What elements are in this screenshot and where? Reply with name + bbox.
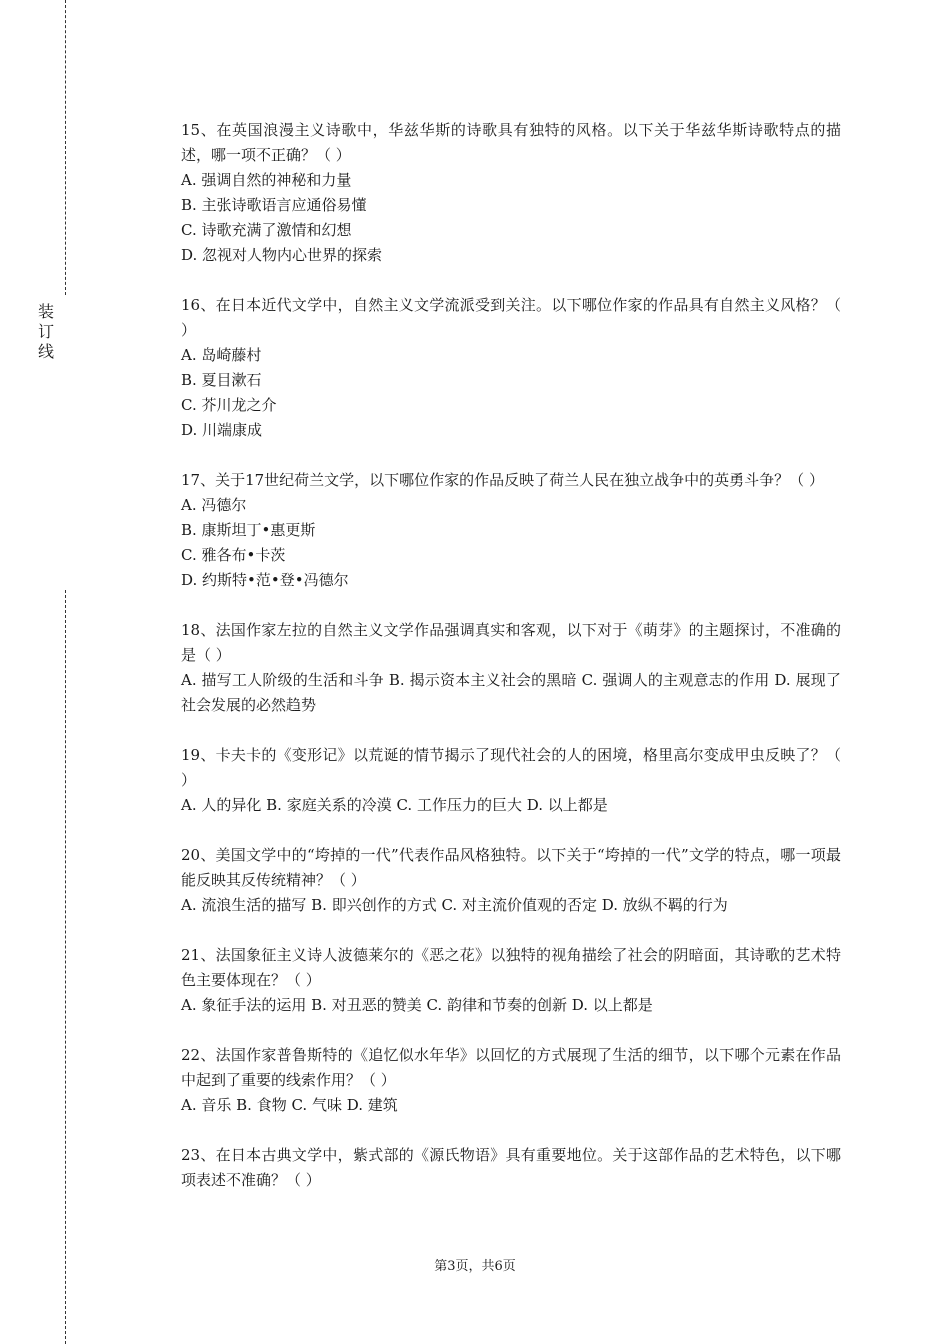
question-stem: 23、在日本古典文学中，紫式部的《源氏物语》具有重要地位。关于这部作品的艺术特色，以下哪项表述不准确？（ ） [181,1146,841,1189]
question-stem: 15、在英国浪漫主义诗歌中，华兹华斯的诗歌具有独特的风格。以下关于华兹华斯诗歌特点的描述，哪一项不正确？（ ） [181,121,841,164]
question-20 [181,843,841,918]
option-d: D. 川端康成 [181,421,263,439]
option-a: A. 冯德尔 [181,496,247,514]
question-19 [181,743,841,818]
inline-options: A. 人的异化 B. 家庭关系的冷漠 C. 工作压力的巨大 D. 以上都是 [181,796,608,814]
question-15 [181,118,841,268]
inline-options: A. 描写工人阶级的生活和斗争 B. 揭示资本主义社会的黑暗 C. 强调人的主观意志的作用 D. 展现了社会发展的必然趋势 [181,671,841,714]
option-c: C. 雅各布•卡茨 [181,546,286,564]
question-18 [181,618,841,718]
option-a: A. 岛崎藤村 [181,346,262,364]
question-list [181,118,841,1218]
binding-dashed-line-top [65,0,66,295]
page-number: 第3页，共6页 [434,1259,516,1274]
question-stem: 19、卡夫卡的《变形记》以荒诞的情节揭示了现代社会的人的困境，格里高尔变成甲虫反映了？（ ） [181,746,841,789]
binding-dashed-line-bottom [65,590,66,1344]
inline-options: A. 象征手法的运用 B. 对丑恶的赞美 C. 韵律和节奏的创新 D. 以上都是 [181,996,653,1014]
question-stem: 16、在日本近代文学中，自然主义文学流派受到关注。以下哪位作家的作品具有自然主义风格？（ ） [181,296,841,339]
question-stem: 22、法国作家普鲁斯特的《追忆似水年华》以回忆的方式展现了生活的细节，以下哪个元素在作品中起到了重要的线索作用？（ ） [181,1046,841,1089]
question-23 [181,1143,841,1193]
question-stem: 17、关于17世纪荷兰文学，以下哪位作家的作品反映了荷兰人民在独立战争中的英勇斗争？（ ） [181,471,824,489]
option-b: B. 夏目漱石 [181,371,262,389]
option-b: B. 主张诗歌语言应通俗易懂 [181,196,367,214]
option-a: A. 强调自然的神秘和力量 [181,171,352,189]
binding-char: 装 [37,302,54,321]
binding-char: 线 [37,342,54,361]
binding-char: 订 [37,322,54,341]
option-d: D. 约斯特•范•登•冯德尔 [181,571,349,589]
inline-options: A. 音乐 B. 食物 C. 气味 D. 建筑 [181,1096,398,1114]
question-stem: 18、法国作家左拉的自然主义文学作品强调真实和客观，以下对于《萌芽》的主题探讨，不准确的是（ ） [181,621,841,664]
inline-options: A. 流浪生活的描写 B. 即兴创作的方式 C. 对主流价值观的否定 D. 放纵不羁的行为 [181,896,728,914]
question-stem: 21、法国象征主义诗人波德莱尔的《恶之花》以独特的视角描绘了社会的阴暗面，其诗歌的艺术特色主要体现在？（ ） [181,946,841,989]
option-c: C. 诗歌充满了激情和幻想 [181,221,352,239]
question-21 [181,943,841,1018]
question-stem: 20、美国文学中的“垮掉的一代”代表作品风格独特。以下关于“垮掉的一代”文学的特点，哪一项最能反映其反传统精神？（ ） [181,846,841,889]
question-16 [181,293,841,443]
question-17 [181,468,841,593]
question-22 [181,1043,841,1118]
binding-label [36,302,56,362]
option-c: C. 芥川龙之介 [181,396,277,414]
option-d: D. 忽视对人物内心世界的探索 [181,246,383,264]
option-b: B. 康斯坦丁•惠更斯 [181,521,316,539]
